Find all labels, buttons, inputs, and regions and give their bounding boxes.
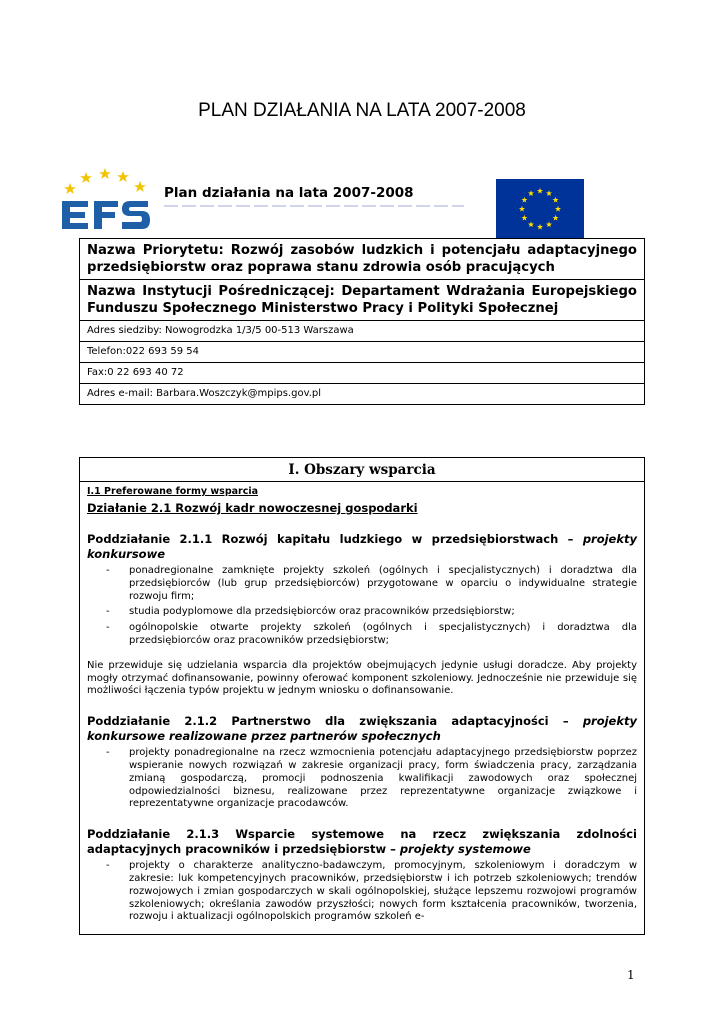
subsection-title: I.1 Preferowane formy wsparcia — [87, 486, 259, 497]
subaction-2-1-3-list — [87, 860, 637, 924]
list-item: - studia podyplomowe dla przedsiębiorców oraz pracowników przedsiębiorstw; — [106, 606, 515, 618]
subaction-2-1-1-heading — [87, 532, 637, 562]
page-title: PLAN DZIAŁANIA NA LATA 2007-2008 — [198, 100, 526, 121]
page-number: 1 — [627, 968, 635, 982]
list-item: - ogólnopolskie otwarte projekty szkoleń (ogólnych i specjalistycznych) i doradztwa dla przedsiębiorców oraz pracowników przedsiębiorstw; — [106, 622, 637, 646]
support-areas-box — [79, 457, 645, 935]
subaction-mode: projekty konkursowe — [87, 532, 637, 561]
section-title: I. Obszary wsparcia — [80, 458, 644, 482]
efs-logo-icon — [60, 165, 155, 235]
action-title: Działanie 2.1 Rozwój kadr nowoczesnej gospodarki — [87, 501, 418, 515]
phone: Telefon:022 693 59 54 — [80, 342, 644, 363]
subaction-mode: projekty konkursowe realizowane przez partnerów społecznych — [87, 714, 637, 744]
subaction-2-1-2-heading — [87, 714, 637, 744]
address: Adres siedziby: Nowogrodzka 1/3/5 00-513 Warszawa — [80, 321, 644, 342]
priority-info-box — [79, 238, 645, 405]
subaction-label: Poddziałanie 2.1.2 Partnerstwo dla zwiększania adaptacyjności – — [87, 714, 583, 729]
subaction-2-1-1-note: Nie przewiduje się udzielania wsparcia dla projektów obejmujących jedynie usługi doradcze. Aby projekty mogły otrzymać dofinansowanie, powinny oferować komponent szkoleniowy. Jednocześnie nie przewiduje się możliwości łączenia typów projektu w jednym wniosku o dofinansowanie. — [87, 659, 637, 697]
subaction-label: Poddziałanie 2.1.3 Wsparcie systemowe na rzecz zwiększania zdolności adaptacyjnych pracowników i przedsiębiorstw – — [87, 827, 637, 857]
subaction-label: Poddziałanie 2.1.1 Rozwój kapitału ludzkiego w przedsiębiorstwach – — [87, 532, 583, 546]
eu-flag-icon — [496, 179, 584, 239]
list-item: - projekty ponadregionalne na rzecz wzmocnienia potencjału adaptacyjnego przedsiębiorstw poprzez wspieranie nowych rozwiązań w zakresie organizacji pracy, form świadczenia pracy, zarządzania zmianą gospodarczą, promocji podnoszenia kwalifikacji zawodowych oraz społecznej odpowiedzialności biznesu, realizowane przez reprezentatywne organizacje związkowe i reprezentatywne organizacje pracodawców. — [106, 747, 637, 810]
subaction-2-1-3-heading — [87, 827, 637, 857]
subaction-2-1-2-list — [87, 747, 637, 811]
list-item: - projekty o charakterze analityczno-badawczym, promocyjnym, szkoleniowym i doradczym w zakresie: luk kompetencyjnych pracowników, przedsiębiorstw i ich potrzeb szkoleniowych; trendów rozwojowych i zmian gospodarczych w skali ogólnopolskiej, służące lepszemu rozwojowi programów szkoleniowych; określania zawodów przyszłości; nowych form kształcenia pracowników, tworzenia, rozwoju i aktualizacji ogólnopolskich programów szkoleń e- — [106, 860, 637, 923]
email: Adres e-mail: Barbara.Woszczyk@mpips.gov.pl — [87, 388, 322, 399]
subaction-mode: projekty systemowe — [399, 842, 531, 857]
institution-name: Nazwa Instytucji Pośredniczącej: Departament Wdrażania Europejskiego Funduszu Społecznego Ministerstwo Pracy i Polityki Społecznej — [80, 280, 644, 321]
subaction-2-1-1-list — [87, 565, 637, 648]
header-subtitle: Plan działania na lata 2007-2008 — [164, 185, 414, 201]
priority-name: Nazwa Priorytetu: Rozwój zasobów ludzkich i potencjału adaptacyjnego przedsiębiorstw oraz poprawa stanu zdrowia osób pracujących — [80, 239, 644, 280]
list-item: - ponadregionalne zamknięte projekty szkoleń (ogólnych i specjalistycznych) i doradztwa dla przedsiębiorców (lub grup przedsiębiorców) przygotowane w oparciu o indywidualne strategie rozwoju firm; — [106, 565, 637, 602]
header-underline — [164, 205, 464, 207]
document-header — [60, 165, 590, 240]
fax: Fax:0 22 693 40 72 — [80, 363, 644, 384]
